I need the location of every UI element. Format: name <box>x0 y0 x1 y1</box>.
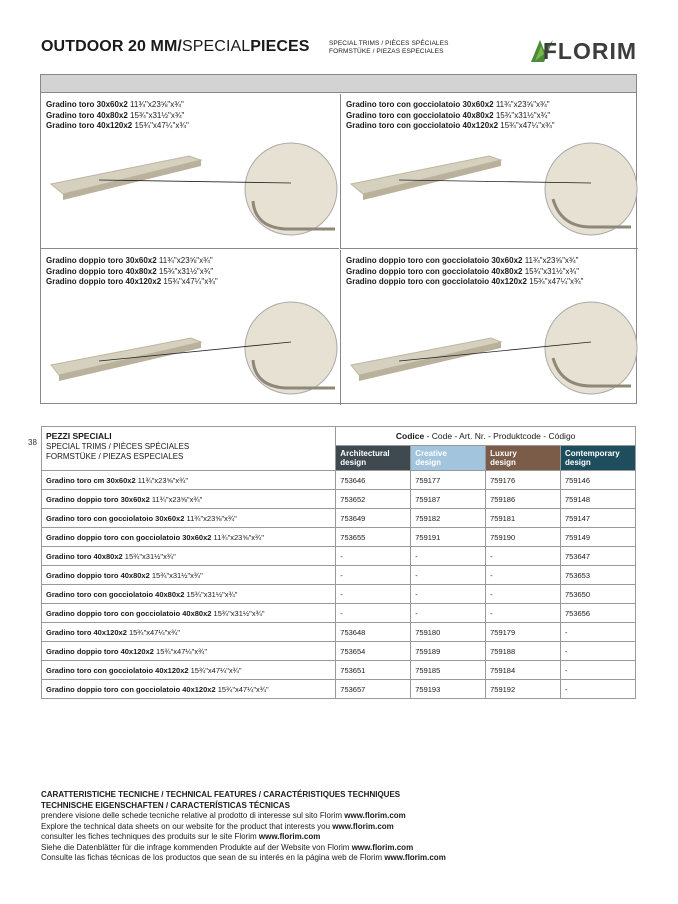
website-link[interactable]: www.florim.com <box>351 842 414 852</box>
page-header <box>41 36 637 68</box>
table-row <box>42 623 636 642</box>
product-name-cell: Gradino toro con gocciolatoio 40x120x2 15¾"x47¼"x¾" <box>42 661 336 680</box>
product-name-cell: Gradino doppio toro con gocciolatoio 40x80x2 15¾"x31½"x¾" <box>42 604 336 623</box>
code-cell-contemporary: - <box>561 661 636 680</box>
product-name-cell: Gradino toro con gocciolatoio 30x60x2 11¾"x23⅝"x¾" <box>42 509 336 528</box>
page-subtitle: SPECIAL TRIMS / PIÈCES SPÉCIALES FORMSTÜKE / PIEZAS ESPECIALES <box>329 40 449 55</box>
code-cell-luxury: 759192 <box>486 680 561 699</box>
page-number: 38 <box>28 438 37 447</box>
code-cell-architectural: 753648 <box>336 623 411 642</box>
codes-table <box>41 426 636 699</box>
code-cell-contemporary: 759146 <box>561 471 636 490</box>
product-name-cell: Gradino doppio toro con gocciolatoio 30x60x2 11¾"x23⅝"x¾" <box>42 528 336 547</box>
footer-line: Consulte las fichas técnicas de los productos que sean de su interés en la página web de Florim www.florim.com <box>41 853 446 862</box>
code-cell-creative: - <box>411 547 486 566</box>
code-cell-contemporary: - <box>561 623 636 642</box>
code-cell-contemporary: 753656 <box>561 604 636 623</box>
table-row <box>42 528 636 547</box>
footer-line: Explore the technical data sheets on our website for the product that interests you www.florim.com <box>41 821 394 831</box>
code-cell-creative: - <box>411 566 486 585</box>
product-image-grid <box>40 74 637 404</box>
product-name-cell: Gradino toro cm 30x60x2 11¾"x23⅝"x¾" <box>42 471 336 490</box>
table-row <box>42 471 636 490</box>
code-cell-creative: 759185 <box>411 661 486 680</box>
product-cell-toro-goccio <box>340 94 638 249</box>
code-cell-contemporary: 759149 <box>561 528 636 547</box>
table-row <box>42 490 636 509</box>
website-link[interactable]: www.florim.com <box>258 832 321 841</box>
table-row <box>42 566 636 585</box>
code-cell-luxury: 759176 <box>486 471 561 490</box>
code-cell-architectural: - <box>336 566 411 585</box>
product-cell-doppio <box>41 250 339 405</box>
product-cell-doppio-goccio <box>340 250 638 405</box>
code-cell-luxury: 759184 <box>486 661 561 680</box>
code-cell-luxury: 759190 <box>486 528 561 547</box>
code-cell-architectural: - <box>336 585 411 604</box>
code-cell-creative: 759187 <box>411 490 486 509</box>
product-cell-text: Gradino doppio toro 30x60x2 11¾"x23⅝"x¾" Gradino doppio toro 40x80x2 15¾"x31½"x¾" Gradino doppio toro 40x120x2 15¾"x47¼"x¾" <box>46 256 218 286</box>
product-cell-text: Gradino doppio toro con gocciolatoio 30x60x2 11¾"x23⅝"x¾" Gradino doppio toro con gocciolatoio 40x80x2 15¾"x31½"x¾" Gradino doppio toro con gocciolatoio 40x120x2 15¾"x47¼"x¾" <box>346 256 584 286</box>
code-cell-luxury: - <box>486 585 561 604</box>
table-row <box>42 642 636 661</box>
footer-line: prendere visione delle schede tecniche relative al prodotto di interesse sul sito Florim www.florim.com <box>41 811 406 820</box>
product-name-cell: Gradino doppio toro 40x80x2 15¾"x31½"x¾" <box>42 566 336 585</box>
technical-features-footer <box>41 790 446 864</box>
product-name-cell: Gradino doppio toro con gocciolatoio 40x120x2 15¾"x47¼"x¾" <box>42 680 336 699</box>
code-cell-luxury: 759188 <box>486 642 561 661</box>
product-name-cell: Gradino toro 40x120x2 15¾"x47¼"x¾" <box>42 623 336 642</box>
code-cell-contemporary: - <box>561 642 636 661</box>
collection-header-luxury: Luxury design <box>486 446 561 471</box>
table-heading: PEZZI SPECIALI SPECIAL TRIMS / PIÈCES SPÉCIALES FORMSTÜKE / PIEZAS ESPECIALES <box>42 427 336 471</box>
product-name-cell: Gradino doppio toro 40x120x2 15¾"x47¼"x¾" <box>42 642 336 661</box>
code-cell-architectural: 753649 <box>336 509 411 528</box>
page-title: OUTDOOR 20 MM/SPECIALPIECES <box>41 38 310 55</box>
table-row <box>42 509 636 528</box>
code-cell-architectural: - <box>336 604 411 623</box>
code-cell-architectural: 753657 <box>336 680 411 699</box>
table-row <box>42 661 636 680</box>
product-cell-toro <box>41 94 339 249</box>
code-cell-architectural: - <box>336 547 411 566</box>
code-cell-luxury: - <box>486 604 561 623</box>
code-cell-creative: - <box>411 585 486 604</box>
code-cell-luxury: 759181 <box>486 509 561 528</box>
code-cell-contemporary: 753653 <box>561 566 636 585</box>
code-cell-creative: 759182 <box>411 509 486 528</box>
code-cell-luxury: - <box>486 547 561 566</box>
code-cell-contemporary: 753647 <box>561 547 636 566</box>
florim-logo <box>527 36 637 66</box>
code-cell-architectural: 753646 <box>336 471 411 490</box>
code-cell-contemporary: 759148 <box>561 490 636 509</box>
collection-header-contemporary: Contemporary design <box>561 446 636 471</box>
code-cell-creative: - <box>411 604 486 623</box>
table-row <box>42 585 636 604</box>
code-cell-luxury: 759179 <box>486 623 561 642</box>
logo-text: FLORIM <box>542 38 637 64</box>
table-row <box>42 547 636 566</box>
footer-heading-1: CARATTERISTICHE TECNICHE / TECHNICAL FEATURES / CARACTÉRISTIQUES TECHNIQUES <box>41 790 401 799</box>
footer-heading-2: TECHNISCHE EIGENSCHAFTEN / CARACTERÍSTICAS TÉCNICAS <box>41 800 290 810</box>
table-row <box>42 680 636 699</box>
code-cell-creative: 759180 <box>411 623 486 642</box>
product-name-cell: Gradino toro con gocciolatoio 40x80x2 15¾"x31½"x¾" <box>42 585 336 604</box>
website-link[interactable]: www.florim.com <box>332 821 394 831</box>
collection-header-architectural: Architectural design <box>336 446 411 471</box>
code-cell-architectural: 753654 <box>336 642 411 661</box>
product-name-cell: Gradino doppio toro 30x60x2 11¾"x23⅝"x¾" <box>42 490 336 509</box>
code-cell-creative: 759193 <box>411 680 486 699</box>
code-cell-contemporary: - <box>561 680 636 699</box>
table-row <box>42 604 636 623</box>
code-cell-luxury: 759186 <box>486 490 561 509</box>
code-cell-creative: 759189 <box>411 642 486 661</box>
code-cell-architectural: 753655 <box>336 528 411 547</box>
collection-header-creative: Creative design <box>411 446 486 471</box>
code-cell-contemporary: 753650 <box>561 585 636 604</box>
product-cell-text: Gradino toro 30x60x2 11¾"x23⅝"x¾" Gradino toro 40x80x2 15¾"x31½"x¾" Gradino toro 40x120x2 15¾"x47¼"x¾" <box>46 100 189 130</box>
codes-group-heading: Codice - Code - Art. Nr. - Produktcode - Código <box>336 427 636 446</box>
website-link[interactable]: www.florim.com <box>344 811 406 820</box>
code-cell-creative: 759177 <box>411 471 486 490</box>
footer-line: consulter les fiches techniques des produits sur le site Florim www.florim.com <box>41 832 321 841</box>
code-cell-creative: 759191 <box>411 528 486 547</box>
code-cell-contemporary: 759147 <box>561 509 636 528</box>
website-link[interactable]: www.florim.com <box>384 853 446 862</box>
grid-header-bar <box>41 75 636 93</box>
product-cell-text: Gradino toro con gocciolatoio 30x60x2 11¾"x23⅝"x¾" Gradino toro con gocciolatoio 40x80x2 15¾"x31½"x¾" Gradino toro con gocciolatoio 40x120x2 15¾"x47¼"x¾" <box>346 100 555 130</box>
product-name-cell: Gradino toro 40x80x2 15¾"x31½"x¾" <box>42 547 336 566</box>
footer-line: Siehe die Datenblätter für die infrage kommenden Produkte auf der Website von Florim www.florim.com <box>41 842 414 852</box>
code-cell-luxury: - <box>486 566 561 585</box>
code-cell-architectural: 753652 <box>336 490 411 509</box>
code-cell-architectural: 753651 <box>336 661 411 680</box>
